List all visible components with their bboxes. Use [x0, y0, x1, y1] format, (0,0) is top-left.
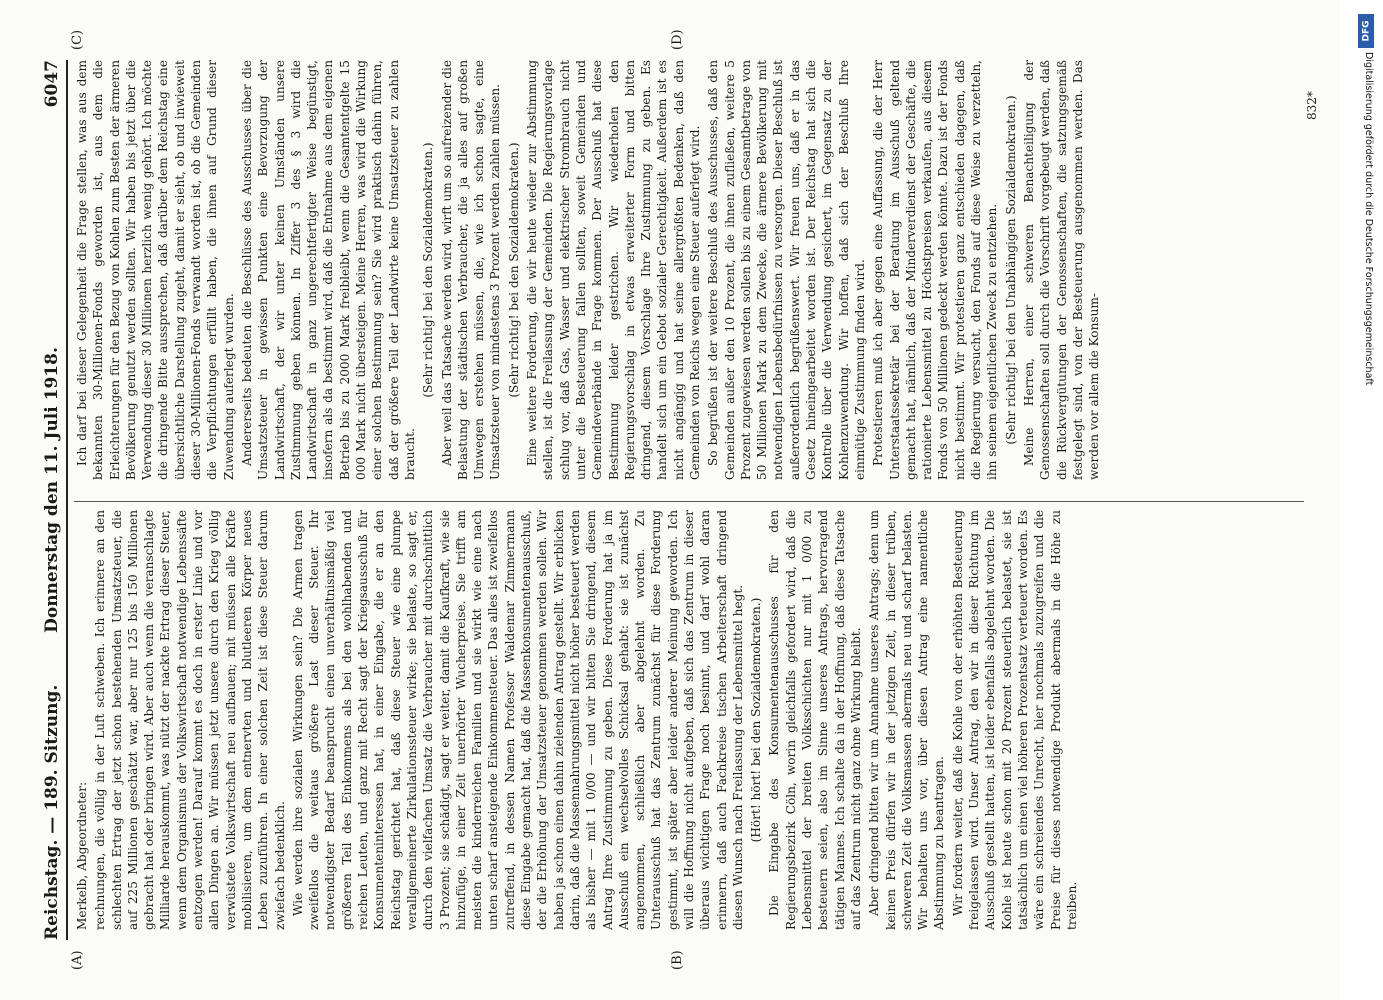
page-header [40, 60, 68, 940]
margin-mark-d: (D) [670, 29, 685, 50]
speaker-name: Merkelb, Abgeordneter: [75, 781, 89, 930]
interjection: (Hört! hört! bei den Sozialdemokraten.) [749, 597, 764, 843]
margin-mark-a: (A) [70, 950, 85, 970]
paragraph: Die Eingabe des Konsumentenausschusses für den Regierungsbezirk Cöln, worin gleichfalls gefordert wird, daß die Lebensmittel der breiten Volksschichten nur mit 1 0/00 zu besteuern seien, also im Sinne unseres Antrags, hervorragend tätigen Mannes. Ich schalte da in der Hoffnung, daß diese Tatsache auf das Zentrum nicht ganz ohne Wirkung bleibt. [767, 510, 863, 930]
digitization-credit: Digitalisierung gefördert durch die Deutsche Forschungsgemeinschaft [1363, 52, 1374, 386]
dfg-logo: DFG [1358, 14, 1374, 48]
paragraph: Aber weil das Tatsache werden wird, wirft um so aufreizender die Belastung der städtischen Verbraucher, die ja alles auf großen Umwegen erstehen müssen, die, wie ich schon sagte, eine Umsatzsteuer von mindestens 3 Prozent werden zahlen müssen. [439, 60, 503, 480]
paragraph: Aber dringend bitten wir um Annahme unseres Antrags; denn um keinen Preis dürfen wir in der jetzigen Zeit, in dieser trüben, schweren Zeit die Volksmassen abermals neu und scharf belasten. Wir behalten uns vor, über diesen Antrag eine namentliche Abstimmung zu beantragen. [867, 510, 947, 930]
header-page-number: 6047 [42, 60, 62, 108]
left-column [74, 510, 1304, 930]
margin-mark-b: (B) [670, 950, 685, 970]
interjection: (Sehr richtig! bei den Sozialdemokraten.) [506, 142, 521, 398]
digitization-note [1355, 6, 1377, 996]
interjection: (Sehr richtig! bei den Sozialdemokraten.) [421, 142, 436, 398]
paragraph: Ich darf bei dieser Gelegenheit die Frage stellen, was aus dem bekannten 30-Millionen-Fonds geworden ist, aus dem die Erleichterungen für den Bezug von Kohlen zum Besten der ärmeren Bevölkerung genutzt werden sollten. Wir haben bis jetzt über die Verwendung dieser 30 Millionen herzlich wenig gehört. Ich möchte die dringende Bitte aussprechen, daß darüber dem Reichstag eine übersichtliche Darstellung zugeht, damit er sieht, ob und inwieweit dieser 30-Millionen-Fonds verwandt worden ist, ob die Gemeinden die Verpflichtungen erfüllt haben, die ihnen auf Grund dieser Zuwendung auferlegt wurden. [75, 60, 236, 480]
column-divider [74, 501, 1304, 502]
right-column [74, 60, 1304, 480]
paragraph: Wie werden ihre sozialen Wirkungen sein? Die Armen tragen zweifellos die weitaus größere Last dieser Steuer. Ihr notwendigster Bedarf beansprucht einen unverhältnismäßig viel größeren Teil des Einkommens als bei den wohlhabenden und reichen Leuten, und ganz mit Recht sagt der Kriegsausschuß für Konsumenteninteressen hat, in einer Eingabe, die er an den Reichstag gerichtet hat, daß diese Steuer wie eine plumpe verallgemeinerte Zirkulationssteuer wirke; sie belaste, so sagt er, durch den vielfachen Umsatz die Verbraucher mit durchschnittlich 3 Prozent; sie schädigt, sagt er weiter, damit die Kaufkraft, wie sie hinzufüge, in einer Zeit unerhörter Wucherpreise. Sie trifft am meisten die kinderreichen Familien und sie wirkt wie eine nach unten scharf ansteigende Einkommensteuer. Das alles ist zweifellos zutreffend, in dessen Namen Professor Waldemar Zimmermann diese Eingabe gemacht hat, daß die Massenkonsumentenausschuß, der die Erhöhung der Umsatzsteuer genommen werden sollen. Wir haben ja schon einen dahin zielenden Antrag gestellt. Wir erblicken darin, daß die Massennahrungsmittel nicht höher besteuert werden als bisher — mit 1 0/00 — und wir bitten Sie dringend, diesem Antrag Ihre Zustimmung zu geben. Diese Forderung hat ja im Ausschuß ein wechselvolles Schicksal gehabt: sie ist zunächst angenommen, schließlich aber abgelehnt worden. Zu Unterausschuß hat das Zentrum zunächst für diese Forderung gestimmt, ist später aber leider anderer Meinung geworden. Ich will die Hoffnung nicht aufgeben, daß sich das Zentrum in dieser überaus wichtigen Frage noch besinnt, und darf wohl daran erinnern, daß auch Fachkreise tischen Arbeiterschaft dringend diesen Wunsch nach Freilassung der Lebensmittel hegt. [290, 510, 745, 930]
paragraph: Meine Herren, einer schweren Benachteiligung der Genossenschaften soll durch die Vorschrift vorgebeugt werden, daß die Rückvergütungen der Genossenschaften, die satzungsgemäß festgelegt sind, von der Besteuerung ausgenommen werden. Das werden vor allem die Konsum- [1021, 60, 1102, 480]
interjection: (Sehr richtig! bei den Unabhängigen Sozialdemokraten.) [1003, 95, 1018, 445]
header-session: Reichstag. — 189. Sitzung. [42, 684, 62, 940]
paragraph: Eine weitere Forderung, die wir heute wieder zur Abstimmung stellen, ist die Freilassung der Gemeinden. Die Regierungsvorlage schlug vor, daß Gas, Wasser und elektrischer Strombrauch nicht unter die Besteuerung fallen sollten, soweit Gemeinden und Gemeindeverbände in Frage kommen. Der Ausschuß hat diese Bestimmung leider gestrichen. Wir wiederholen den Regierungsvorschlag in etwas erweiterter Form und bitten dringend, diesem Vorschlage Ihre Zustimmung zu geben. Es handelt sich um ein Gebot sozialer Gerechtigkeit. Außerdem ist es nicht angängig und hat seine allergrößten Bedenken, daß den Gemeinden von Reichs wegen eine Steuer auferlegt wird. [525, 60, 702, 480]
paragraph: So begrüßen ist der weitere Beschluß des Ausschusses, daß den Gemeinden außer den 10 Prozent, die ihnen zufließen, weitere 5 Prozent zugewiesen werden sollen bis zu einem Gesamtbetrage von 50 Millionen Mark zu dem Zwecke, die ärmere Bevölkerung mit notwendigen Lebensbedürfnissen zu versorgen. Dieser Beschluß ist außerordentlich begrüßenswert. Wir freuen uns, daß er in das Gesetz hineingearbeitet worden ist. Der Reichstag hat sich die Kontrolle über die Verwendung gesichert, im Gegensatz zu der Kohlenzuwendung. Wir hoffen, daß sich der Beschluß Ihre einmütige Zustimmung finden wird. [706, 60, 867, 480]
header-date: Donnerstag den 11. Juli 1918. [42, 347, 62, 633]
margin-mark-c: (C) [70, 29, 85, 50]
paragraph: Andererseits bedeuten die Beschlüsse des Ausschusses über die Umsatzsteuer in gewissen Punkten eine Bevorzugung der Landwirtschaft, der wir unter keinen Umständen unsere Zustimmung geben können. In Ziffer 3 des § 3 wird die Landwirtschaft in ganz ungerechtfertigter Weise begünstigt, insofern als da bestimmt wird, daß die Entnahme aus dem eigenen Betrieb bis zu 2000 Mark freibleibt, wenn die Gesamtentgelte 15 000 Mark nicht übersteigen. Meine Herren, was wird die Wirkung einer solchen Bestimmung sein? Sie wird praktisch dahin führen, daß der größere Teil der Landwirte keine Umsatzsteuer zu zahlen braucht. [239, 60, 417, 480]
paragraph: Protestieren muß ich aber gegen eine Auffassung, die der Herr Unterstaatssekretär bei der Beratung im Ausschuß geltend gemacht hat, nämlich, daß der Minderverdienst der Geschäfte, die rationierte Lebensmittel zu Höchstpreisen verkaufen, aus diesem Fonds von 50 Millionen gedeckt werden könnte. Dazu ist der Fonds nicht bestimmt. Wir protestieren ganz entschieden dagegen, daß die Regierung versucht, den Fonds auf diese Weise zu verzetteln, ihn seinem eigentlichen Zweck zu entziehen. [871, 60, 1000, 480]
signature-mark: 832* [1305, 91, 1319, 120]
paragraph: rechnungen, die völlig in der Luft schweben. Ich erinnere an den schlechten Ertrag der jetzt schon bestehenden Umsatzsteuer, die auf 225 Millionen geschätzt war, aber nur 125 bis 150 Millionen gebracht hat oder bringen wird. Aber auch wenn die veranschlagte Milliarde herauskommt, was nützt der nackte Ertrag dieser Steuer, wenn dem Organismus der Volkswirtschaft notwendige Lebenssäfte entzogen werden! Darauf kommt es doch in erster Linie und vor allen Dingen an. Wir müssen jetzt unsere durch den Krieg völlig verwüstete Volkswirtschaft neu aufbauen; mit müssen alle Kräfte mobilisieren, um dem entnervten und blutleeren Körper neues Leben zuzuführen. In einer solchen Zeit ist diese Steuer darum zwiefach bedenklich. [93, 510, 287, 930]
paragraph: Wir fordern weiter, daß die Kohle von der erhöhten Besteuerung freigelassen wird. Unser Antrag, den wir in dieser Richtung im Ausschuß gestellt hatten, ist leider ebenfalls abgelehnt worden. Die Kohle ist heute schon mit 20 Prozent steuerlich belastet, sie ist tatsächlich um einen viel höheren Prozentsatz verteuert worden. Es wäre ein schreiendes Unrecht, hier nochmals zuzugreifen und die Preise für dieses notwendige Produkt abermals in die Höhe zu treiben. [950, 510, 1079, 930]
